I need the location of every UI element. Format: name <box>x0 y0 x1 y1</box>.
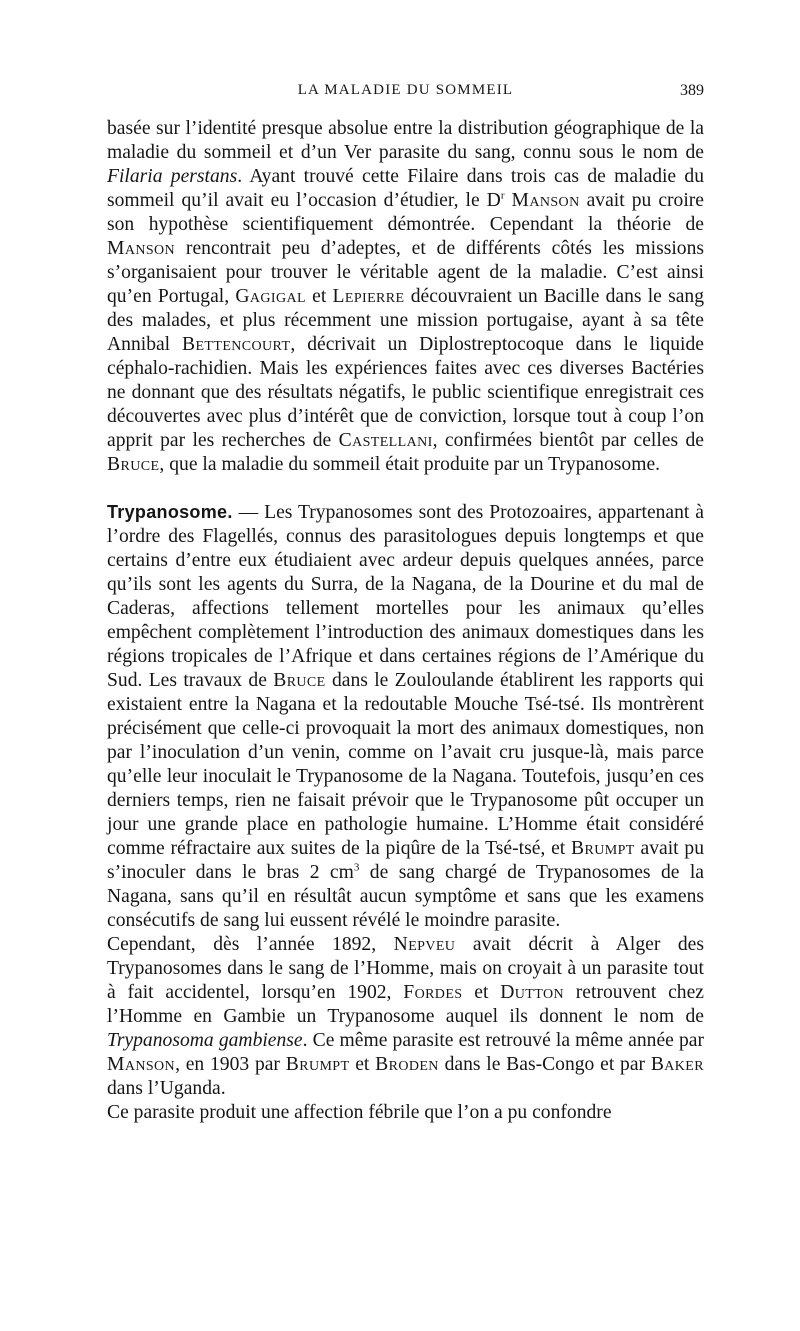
paragraph-2: Trypanosome. — Les Trypanosomes sont des Protozoaires, appartenant à l’ordre des Flagellés, connus des parasitologues depuis longtemps et que certains d’entre eux étudiaient avec ardeur depuis quelques années, parce qu’ils sont les agents du Surra, de la Nagana, de la Dourine et du mal de Caderas, affections tellement mortelles pour les animaux qu’elles empêchent complètement l’introduction des animaux domestiques dans les régions tropicales de l’Afrique et dans certaines régions de l’Amérique du Sud. Les travaux de Bruce dans le Zouloulande établirent les rapports qui existaient entre la Nagana et la redoutable Mouche Tsé-tsé. Ils montrèrent précisément que celle-ci provoquait la mort des animaux domestiques, non par l’inoculation d’un venin, comme on l’avait cru jusque-là, mais parce qu’elle leur inoculait le Trypanosome de la Nagana. Toutefois, jusqu’en ces derniers temps, rien ne faisait prévoir que le Trypanosome pût occuper un jour une grande place en pathologie humaine. L’Homme était considéré comme réfractaire aux suites de la piqûre de la Tsé-tsé, et Brumpt avait pu s’inoculer dans le bras 2 $cm^3$ de sang chargé de Trypanosomes de la Nagana, sans qu’il en résultât aucun symptôme et sans que les examens consécutifs de sang lui eussent révélé le moindre parasite. <box>107 502 705 931</box>
paragraph-1: basée sur l’identité presque absolue entre la distribution géographique de la maladie du sommeil et d’un Ver parasite du sang, connu sous le nom de Filaria perstans. Ayant trouvé cette Filaire dans trois cas de maladie du sommeil qu’il avait eu l’occasion d’étudier, le $D^r$ Manson avait pu croire son hypothèse scientifiquement démontrée. Cependant la théorie de Manson rencontrait peu d’adeptes, et de différents côtés les missions s’organisaient pour trouver le véritable agent de la maladie. C’est ainsi qu’en Portugal, Gagigal et Lepierre découvraient un Bacille dans le sang des malades, et plus récemment une mission portugaise, ayant à sa tête Annibal Bettencourt, décrivait un Diplostreptocoque dans le liquide céphalo-rachidien. Mais les expériences faites avec ces diverses Bactéries ne donnant que des résultats négatifs, le public scientifique enregistrait ces découvertes avec plus d’intérêt que de conviction, lorsque tout à coup l’on apprit par les recherches de Castellani, confirmées bientôt par celles de Bruce, que la maladie du sommeil était produite par un Trypanosome. <box>107 118 705 475</box>
page-number: 389 <box>680 82 704 99</box>
section-heading: Trypanosome. <box>107 502 233 522</box>
paragraph-4: Ce parasite produit une affection fébrile que l’on a pu confondre <box>107 1102 612 1123</box>
body-text <box>107 117 704 1125</box>
running-title: LA MALADIE DU SOMMEIL <box>297 82 514 98</box>
paragraph-3: Cependant, dès l’année 1892, Nepveu avait décrit à Alger des Trypanosomes dans le sang de l’Homme, mais on croyait à un parasite tout à fait accidentel, lorsqu’en 1902, Fordes et Dutton retrouvent chez l’Homme en Gambie un Trypanosome auquel ils donnent le nom de Trypanosoma gambiense. Ce même parasite est retrouvé la même année par Manson, en 1903 par Brumpt et Broden dans le Bas-Congo et par Baker dans l’Uganda. <box>107 934 704 1099</box>
page-header <box>107 82 704 106</box>
